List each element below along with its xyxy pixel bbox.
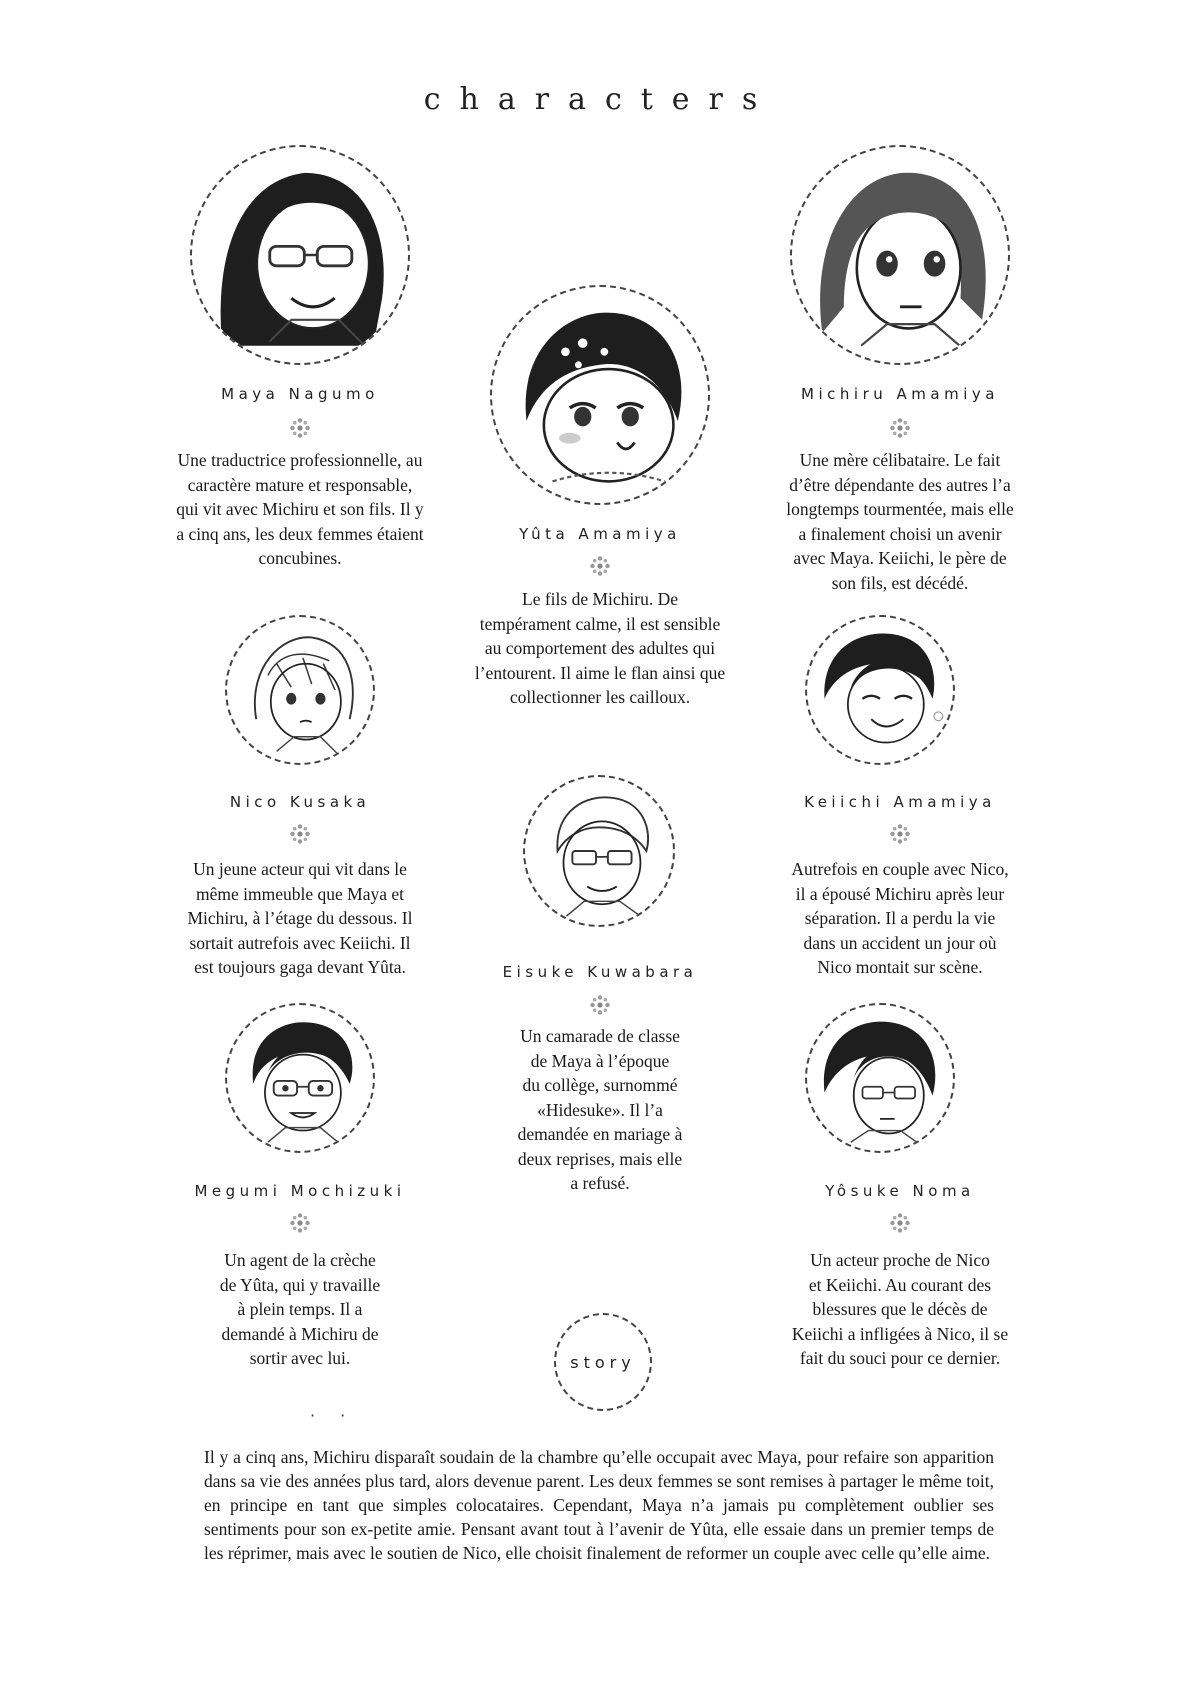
character-description-megumi: Un agent de la crèche de Yûta, qui y travaille à plein temps. Il a demandé à Michiru de sortir avec lui. bbox=[219, 1250, 381, 1368]
portrait-eisuke bbox=[523, 775, 675, 927]
eisuke-illustration bbox=[525, 777, 673, 925]
portrait-nico bbox=[225, 615, 375, 765]
character-name-yosuke: Yôsuke Noma bbox=[825, 1182, 975, 1200]
flower-icon bbox=[288, 416, 312, 440]
decorative-dots: · · bbox=[310, 1406, 356, 1425]
portrait-yosuke bbox=[805, 1003, 955, 1153]
michiru-illustration bbox=[792, 147, 1008, 363]
flower-icon bbox=[588, 554, 612, 578]
story-label: story bbox=[570, 1352, 636, 1372]
flower-icon bbox=[588, 993, 612, 1017]
character-description-yosuke: Un acteur proche de Nico et Keiichi. Au courant des blessures que le décès de Keiichi a infligées à Nico, il se fait du souci pour ce dernier. bbox=[791, 1250, 1009, 1368]
story-badge bbox=[554, 1313, 652, 1411]
keiichi-illustration bbox=[807, 617, 953, 763]
character-name-eisuke: Eisuke Kuwabara bbox=[502, 963, 698, 981]
nico-illustration bbox=[227, 617, 373, 763]
page-title: characters bbox=[423, 82, 777, 117]
maya-illustration bbox=[192, 147, 408, 363]
character-name-keiichi: Keiichi Amamiya bbox=[804, 793, 996, 811]
flower-icon bbox=[288, 822, 312, 846]
flower-icon bbox=[888, 416, 912, 440]
yosuke-illustration bbox=[807, 1005, 953, 1151]
yuta-illustration bbox=[492, 287, 708, 503]
character-name-maya: Maya Nagumo bbox=[221, 385, 379, 403]
character-description-maya: Une traductrice professionnelle, au caractère mature et responsable, qui vit avec Michiru et son fils. Il y a cinq ans, les deux femmes étaient concubines. bbox=[176, 450, 424, 568]
character-name-yuta: Yûta Amamiya bbox=[519, 525, 681, 543]
story-paragraph: Il y a cinq ans, Michiru disparaît soudain de la chambre qu’elle occupait avec Maya, pour refaire son apparition dans sa vie des années plus tard, alors devenue parent. Les deux femmes se sont remises à partager le même toit, en principe en tant que simples colocataires. Cependant, Maya n’a jamais pu complètement oublier ses sentiments pour son ex-petite amie. Pensant avant tout à l’avenir de Yûta, elle essaie dans un premier temps de les réprimer, mais avec le soutien de Nico, elle choisit finalement de reformer un couple avec celle qu’elle aime. bbox=[204, 1447, 994, 1563]
flower-icon bbox=[888, 822, 912, 846]
character-description-nico: Un jeune acteur qui vit dans le même immeuble que Maya et Michiru, à l’étage du dessous. Il sortait autrefois avec Keiichi. Il est toujours gaga devant Yûta. bbox=[187, 859, 413, 977]
character-description-keiichi: Autrefois en couple avec Nico, il a épousé Michiru après leur séparation. Il a perdu la vie dans un accident un jour où Nico montait sur scène. bbox=[791, 859, 1009, 977]
portrait-megumi bbox=[225, 1003, 375, 1153]
portrait-maya bbox=[190, 145, 410, 365]
character-name-michiru: Michiru Amamiya bbox=[801, 385, 999, 403]
flower-icon bbox=[888, 1211, 912, 1235]
character-description-yuta: Le fils de Michiru. De tempérament calme, il est sensible au comportement des adultes qui l’entourent. Il aime le flan ainsi que collectionner les cailloux. bbox=[474, 589, 726, 707]
portrait-michiru bbox=[790, 145, 1010, 365]
character-description-eisuke: Un camarade de classe de Maya à l’époque du collège, surnommé «Hidesuke». Il l’a demandée en mariage à deux reprises, mais elle a refusé. bbox=[517, 1026, 683, 1193]
flower-icon bbox=[288, 1211, 312, 1235]
megumi-illustration bbox=[227, 1005, 373, 1151]
character-name-nico: Nico Kusaka bbox=[229, 793, 371, 811]
portrait-keiichi bbox=[805, 615, 955, 765]
character-description-michiru: Une mère célibataire. Le fait d’être dépendante des autres l’a longtemps tourmentée, mais elle a finalement choisi un avenir avec Maya. Keiichi, le père de son fils, est décédé. bbox=[786, 450, 1014, 593]
portrait-yuta bbox=[490, 285, 710, 505]
character-name-megumi: Megumi Mochizuki bbox=[194, 1182, 406, 1200]
